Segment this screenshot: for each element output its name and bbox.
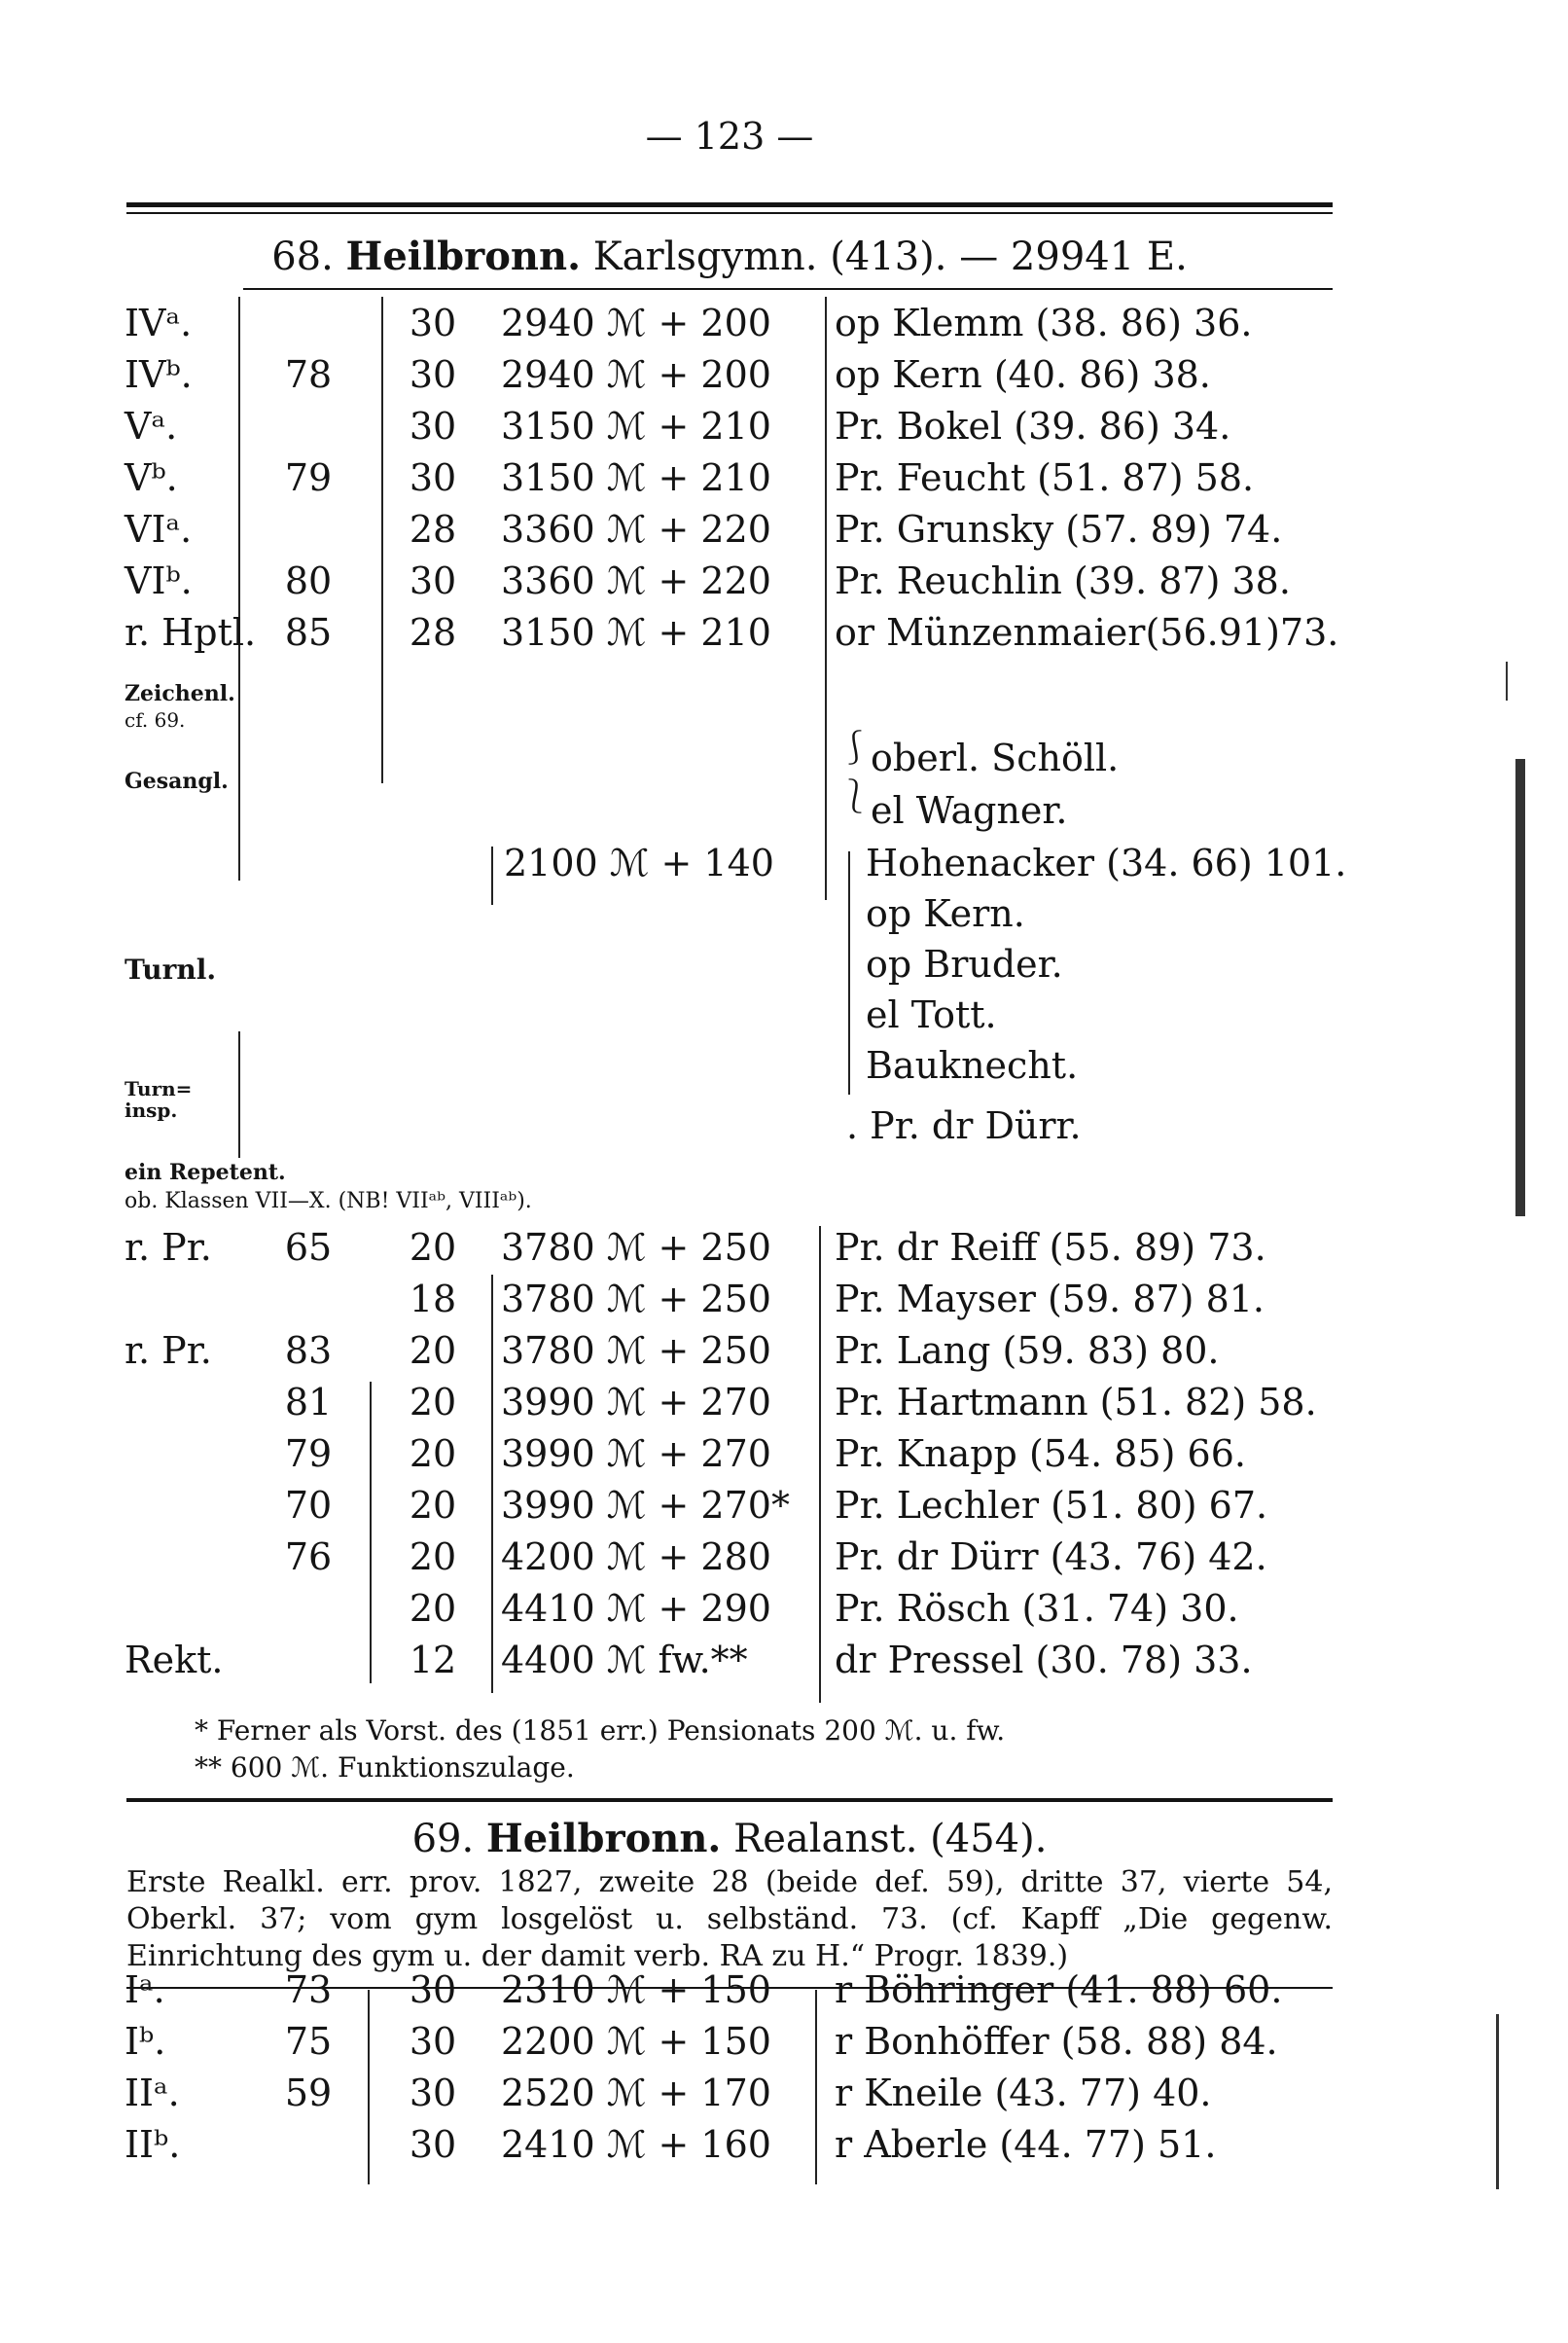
section-68-row bbox=[0, 606, 1362, 659]
year-cell: 83 bbox=[284, 1329, 333, 1372]
salary-cell: 3150 ℳ + 210 bbox=[501, 456, 771, 499]
section-68-upper-row bbox=[0, 1221, 1362, 1274]
turn-name: op Bruder. bbox=[866, 943, 1063, 986]
page-number: — 123 — bbox=[645, 115, 814, 158]
repetent-note: ein Repetent. bbox=[125, 1160, 286, 1185]
teacher-cell: Pr. Bokel (39. 86) 34. bbox=[835, 405, 1231, 448]
teacher-cell: or Münzenmaier(56.91)73. bbox=[835, 611, 1339, 654]
hours-cell: 30 bbox=[409, 353, 457, 396]
gesangl-label: Gesangl. bbox=[125, 769, 229, 794]
section-69-row bbox=[0, 1964, 1362, 2016]
turn-name: op Kern. bbox=[866, 892, 1025, 935]
year-cell: 70 bbox=[284, 1484, 333, 1527]
brace-small-top: ⎰ bbox=[838, 729, 872, 768]
year-cell: 73 bbox=[284, 1968, 333, 2011]
section-69-description: Erste Realkl. err. prov. 1827, zweite 28 (beide def. 59), dritte 37, vierte 54, Oberkl. 37; vom gym losgelöst u. selbständ. 73. (cf. Kapff „Die gegenw. Einrichtung des gym u. der damit verb. RA zu H.“ Progr. 1839.) bbox=[126, 1865, 1333, 1973]
hours-cell: 20 bbox=[409, 1329, 457, 1372]
section-68-number: 68. bbox=[271, 234, 334, 279]
year-cell: 59 bbox=[284, 2072, 333, 2114]
salary-cell: 2520 ℳ + 170 bbox=[501, 2072, 771, 2114]
class-cell: IIᵇ. bbox=[125, 2123, 181, 2166]
hours-cell: 30 bbox=[409, 302, 457, 344]
scan-edge-line bbox=[1496, 2014, 1499, 2189]
teacher-cell: Pr. Rösch (31. 74) 30. bbox=[835, 1587, 1239, 1630]
section-68-upper-row bbox=[0, 1479, 1362, 1532]
class-cell: r. Pr. bbox=[125, 1226, 212, 1269]
turn-name: Hohenacker (34. 66) 101. bbox=[866, 842, 1347, 884]
teacher-cell: r Aberle (44. 77) 51. bbox=[835, 2123, 1217, 2166]
teacher-cell: r Bonhöffer (58. 88) 84. bbox=[835, 2020, 1278, 2063]
salary-cell: 3150 ℳ + 210 bbox=[501, 611, 771, 654]
heading-68-underline bbox=[243, 288, 1333, 290]
teacher-cell: r Böhringer (41. 88) 60. bbox=[835, 1968, 1283, 2011]
hours-cell: 20 bbox=[409, 1432, 457, 1475]
teacher-cell: Pr. Lang (59. 83) 80. bbox=[835, 1329, 1220, 1372]
hours-cell: 30 bbox=[409, 2072, 457, 2114]
teacher-cell: op Klemm (38. 86) 36. bbox=[835, 302, 1253, 344]
class-cell: VIᵇ. bbox=[125, 559, 193, 602]
zeichenl-ref: cf. 69. bbox=[125, 708, 186, 732]
teacher-cell: Pr. Grunsky (57. 89) 74. bbox=[835, 508, 1283, 551]
salary-cell: 4410 ℳ + 290 bbox=[501, 1587, 771, 1630]
scan-edge-tick bbox=[1506, 662, 1508, 701]
section-68-school: Karlsgymn. (413). — 29941 E. bbox=[592, 234, 1188, 279]
zeichenl-label: Zeichenl. bbox=[125, 681, 235, 706]
salary-cell: 3360 ℳ + 220 bbox=[501, 559, 771, 602]
salary-cell: 3780 ℳ + 250 bbox=[501, 1226, 771, 1269]
teacher-cell: Pr. dr Reiff (55. 89) 73. bbox=[835, 1226, 1266, 1269]
top-rule-thin bbox=[126, 212, 1333, 214]
teacher-cell: Pr. Lechler (51. 80) 67. bbox=[835, 1484, 1268, 1527]
class-cell: IVᵃ. bbox=[125, 302, 193, 344]
section-69-city: Heilbronn. bbox=[485, 1816, 722, 1861]
top-rule bbox=[126, 202, 1333, 207]
hours-cell: 18 bbox=[409, 1278, 457, 1320]
section-68-city: Heilbronn. bbox=[345, 234, 581, 279]
hours-cell: 20 bbox=[409, 1226, 457, 1269]
teacher-cell: r Kneile (43. 77) 40. bbox=[835, 2072, 1212, 2114]
salary-cell: 3990 ℳ + 270* bbox=[501, 1484, 790, 1527]
year-cell: 75 bbox=[284, 2020, 333, 2063]
year-cell: 81 bbox=[284, 1381, 333, 1424]
hours-cell: 20 bbox=[409, 1381, 457, 1424]
class-cell: Rekt. bbox=[125, 1639, 224, 1681]
class-cell: VIᵃ. bbox=[125, 508, 193, 551]
oberl-schoell: oberl. Schöll. bbox=[871, 737, 1120, 779]
turn-name: el Tott. bbox=[866, 993, 997, 1036]
class-cell: Iᵇ. bbox=[125, 2020, 166, 2063]
year-cell: 76 bbox=[284, 1535, 333, 1578]
section-68-row bbox=[0, 297, 1362, 349]
section-divider bbox=[126, 1798, 1333, 1802]
section-68-row bbox=[0, 451, 1362, 504]
hours-cell: 30 bbox=[409, 2123, 457, 2166]
salary-cell: 3990 ℳ + 270 bbox=[501, 1381, 771, 1424]
class-cell: Iᵃ. bbox=[125, 1968, 165, 2011]
section-68-upper-row bbox=[0, 1634, 1362, 1686]
salary-cell: 2940 ℳ + 200 bbox=[501, 302, 771, 344]
teacher-cell: Pr. Mayser (59. 87) 81. bbox=[835, 1278, 1265, 1320]
hours-cell: 12 bbox=[409, 1639, 457, 1681]
salary-cell: 3150 ℳ + 210 bbox=[501, 405, 771, 448]
hours-cell: 20 bbox=[409, 1587, 457, 1630]
hours-cell: 30 bbox=[409, 405, 457, 448]
section-69-row bbox=[0, 2067, 1362, 2119]
section-69-number: 69. bbox=[411, 1817, 475, 1861]
hours-cell: 30 bbox=[409, 559, 457, 602]
section-68-upper-row bbox=[0, 1531, 1362, 1583]
section-68-upper-row bbox=[0, 1582, 1362, 1635]
hours-cell: 30 bbox=[409, 2020, 457, 2063]
el-wagner: el Wagner. bbox=[871, 789, 1068, 832]
section-69-row bbox=[0, 2015, 1362, 2068]
section-69-row bbox=[0, 2118, 1362, 2171]
turn-name: Bauknecht. bbox=[866, 1044, 1079, 1087]
section-68-heading bbox=[126, 234, 1333, 279]
turn-brace bbox=[848, 851, 850, 1095]
hours-cell: 20 bbox=[409, 1484, 457, 1527]
turninsp-name: . Pr. dr Dürr. bbox=[846, 1104, 1082, 1147]
hours-cell: 28 bbox=[409, 508, 457, 551]
section-68-row bbox=[0, 555, 1362, 607]
turn-salary: 2100 ℳ + 140 bbox=[504, 842, 774, 884]
salary-cell: 3990 ℳ + 270 bbox=[501, 1432, 771, 1475]
ob-klassen-note: ob. Klassen VII—X. (NB! VIIᵃᵇ, VIIIᵃᵇ). bbox=[125, 1189, 532, 1213]
section-68-row bbox=[0, 400, 1362, 452]
section-68-row bbox=[0, 503, 1362, 556]
section-68-upper-row bbox=[0, 1427, 1362, 1480]
year-cell: 80 bbox=[284, 559, 333, 602]
class-cell: Vᵃ. bbox=[125, 405, 178, 448]
class-cell: IVᵇ. bbox=[125, 353, 193, 396]
class-cell: Vᵇ. bbox=[125, 456, 178, 499]
footnote-1: * Ferner als Vorst. des (1851 err.) Pensionats 200 ℳ. u. fw. bbox=[195, 1714, 1006, 1747]
scan-edge-mark bbox=[1515, 759, 1525, 1216]
col-line-5 bbox=[491, 847, 493, 905]
salary-cell: 2310 ℳ + 150 bbox=[501, 1968, 771, 2011]
salary-cell: 3780 ℳ + 250 bbox=[501, 1278, 771, 1320]
section-68-row bbox=[0, 348, 1362, 401]
section-68-upper-row bbox=[0, 1376, 1362, 1428]
class-cell: r. Hptl. bbox=[125, 611, 257, 654]
hours-cell: 20 bbox=[409, 1535, 457, 1578]
section-69-heading bbox=[126, 1816, 1333, 1861]
teacher-cell: Pr. Knapp (54. 85) 66. bbox=[835, 1432, 1246, 1475]
section-68-upper-row bbox=[0, 1324, 1362, 1377]
footnote-2: ** 600 ℳ. Funktionszulage. bbox=[195, 1751, 575, 1784]
hours-cell: 30 bbox=[409, 1968, 457, 2011]
brace-small-bottom: ⎱ bbox=[838, 777, 872, 816]
year-cell: 85 bbox=[284, 611, 333, 654]
teacher-cell: Pr. Reuchlin (39. 87) 38. bbox=[835, 559, 1291, 602]
salary-cell: 3780 ℳ + 250 bbox=[501, 1329, 771, 1372]
turninsp-label: Turn= insp. bbox=[125, 1077, 193, 1122]
teacher-cell: op Kern (40. 86) 38. bbox=[835, 353, 1211, 396]
salary-cell: 4200 ℳ + 280 bbox=[501, 1535, 771, 1578]
class-cell: r. Pr. bbox=[125, 1329, 212, 1372]
section-68-upper-row bbox=[0, 1273, 1362, 1325]
turnl-label: Turnl. bbox=[125, 954, 217, 986]
salary-cell: 4400 ℳ fw.** bbox=[501, 1639, 748, 1681]
salary-cell: 2410 ℳ + 160 bbox=[501, 2123, 771, 2166]
hours-cell: 30 bbox=[409, 456, 457, 499]
salary-cell: 3360 ℳ + 220 bbox=[501, 508, 771, 551]
teacher-cell: dr Pressel (30. 78) 33. bbox=[835, 1639, 1253, 1681]
section-69-school: Realanst. (454). bbox=[733, 1817, 1048, 1861]
year-cell: 79 bbox=[284, 1432, 333, 1475]
teacher-cell: Pr. dr Dürr (43. 76) 42. bbox=[835, 1535, 1267, 1578]
teacher-cell: Pr. Hartmann (51. 82) 58. bbox=[835, 1381, 1317, 1424]
class-cell: IIᵃ. bbox=[125, 2072, 180, 2114]
salary-cell: 2940 ℳ + 200 bbox=[501, 353, 771, 396]
year-cell: 65 bbox=[284, 1226, 333, 1269]
salary-cell: 2200 ℳ + 150 bbox=[501, 2020, 771, 2063]
teacher-cell: Pr. Feucht (51. 87) 58. bbox=[835, 456, 1255, 499]
year-cell: 79 bbox=[284, 456, 333, 499]
hours-cell: 28 bbox=[409, 611, 457, 654]
year-cell: 78 bbox=[284, 353, 333, 396]
